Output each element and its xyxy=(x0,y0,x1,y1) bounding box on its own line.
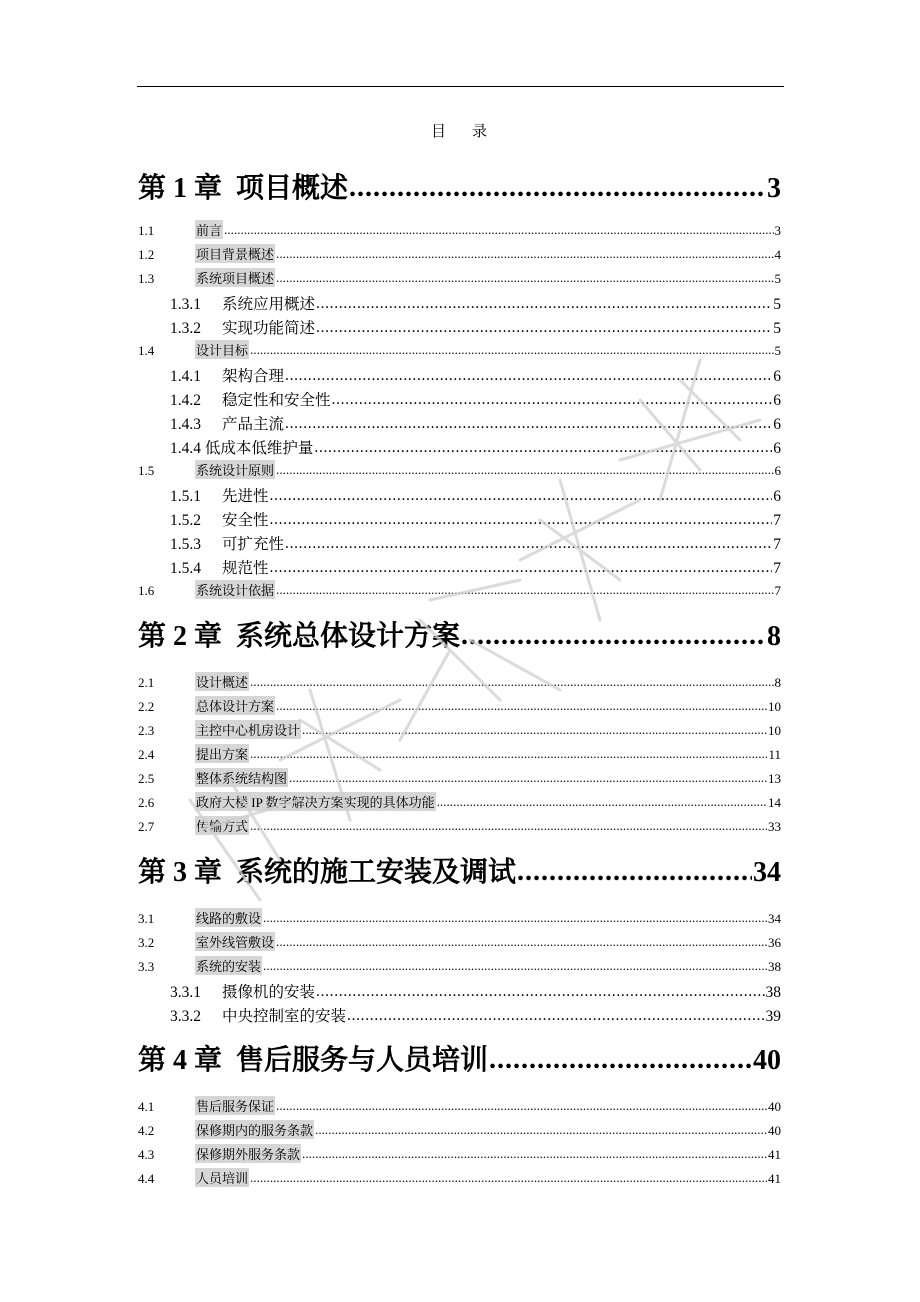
toc-entry-title: 系统应用概述 xyxy=(222,296,316,313)
toc-entry-page: 7 xyxy=(773,560,781,577)
toc-entry-number: 2.6 xyxy=(138,795,155,810)
toc-entry-page: 6 xyxy=(773,440,781,457)
toc-entry-number: 2.3 xyxy=(138,723,155,738)
toc-entry-page: 7 xyxy=(774,583,781,598)
toc-entry-page: 3 xyxy=(774,223,781,238)
toc-leader-dots xyxy=(250,1170,767,1186)
toc-title-char-2: 录 xyxy=(472,122,490,140)
toc-leader-dots xyxy=(461,620,766,652)
toc-title xyxy=(0,120,920,141)
toc-leader-dots xyxy=(316,295,772,313)
toc-section-entry[interactable] xyxy=(138,1096,781,1115)
toc-entry-title: 整体系统结构图 xyxy=(195,768,288,787)
toc-entry-number: 1.5.4 xyxy=(170,560,201,577)
toc-subsection-entry[interactable] xyxy=(138,292,781,314)
toc-entry-page: 40 xyxy=(768,1123,781,1138)
toc-section-entry[interactable] xyxy=(138,908,781,927)
toc-entry-title: 实现功能简述 xyxy=(222,320,316,337)
toc-leader-dots xyxy=(263,910,767,926)
toc-entry-page: 4 xyxy=(774,247,781,262)
toc-leader-dots xyxy=(316,983,764,1001)
toc-leader-dots xyxy=(437,794,767,810)
toc-entry-page: 6 xyxy=(773,488,781,505)
toc-entry-title: 系统项目概述 xyxy=(195,268,275,287)
toc-entry-number: 1.2 xyxy=(138,247,155,262)
toc-entry-page: 33 xyxy=(768,819,781,834)
toc-entry-page: 8 xyxy=(774,675,781,690)
toc-section-entry[interactable] xyxy=(138,244,781,263)
toc-entry-title: 1.4.4 低成本低维护量 xyxy=(170,440,314,457)
toc-entry-title: 项目概述 xyxy=(236,173,349,204)
toc-entry-number: 2.1 xyxy=(138,675,155,690)
toc-leader-dots xyxy=(270,559,773,577)
toc-entry-title: 摄像机的安装 xyxy=(222,984,316,1001)
toc-entry-title: 安全性 xyxy=(222,512,269,529)
toc-section-entry[interactable] xyxy=(138,816,781,835)
toc-entry-title: 政府大楼 IP 数字解决方案实现的具体功能 xyxy=(195,792,436,811)
toc-entry-page: 13 xyxy=(768,771,781,786)
toc-entry-number: 2.2 xyxy=(138,699,155,714)
toc-entry-number: 第 4 章 xyxy=(138,1045,223,1076)
toc-leader-dots xyxy=(270,511,773,529)
toc-subsection-entry[interactable] xyxy=(138,412,781,434)
toc-section-entry[interactable] xyxy=(138,268,781,287)
toc-section-entry[interactable] xyxy=(138,220,781,239)
toc-subsection-entry[interactable] xyxy=(138,364,781,386)
toc-entry-title: 规范性 xyxy=(222,560,269,577)
toc-chapter-entry[interactable] xyxy=(138,1038,781,1078)
toc-leader-dots xyxy=(315,1122,767,1138)
toc-entry-page: 38 xyxy=(768,959,781,974)
toc-entry-number: 4.4 xyxy=(138,1171,155,1186)
toc-entry-number: 4.1 xyxy=(138,1099,155,1114)
toc-entry-page: 10 xyxy=(768,699,781,714)
toc-entry-page: 7 xyxy=(773,512,781,529)
toc-entry-number: 第 3 章 xyxy=(138,857,223,888)
toc-entry-page: 5 xyxy=(773,296,781,313)
toc-leader-dots xyxy=(276,462,773,478)
toc-title-char-1: 目 xyxy=(430,122,448,140)
toc-leader-dots xyxy=(250,674,773,690)
toc-entry-number: 1.3.2 xyxy=(170,320,201,337)
toc-entry-page: 40 xyxy=(753,1045,781,1076)
toc-entry-number: 1.3 xyxy=(138,271,155,286)
toc-section-entry[interactable] xyxy=(138,744,781,763)
toc-entry-page: 41 xyxy=(768,1147,781,1162)
toc-leader-dots xyxy=(250,342,773,358)
toc-section-entry[interactable] xyxy=(138,1168,781,1187)
toc-leader-dots xyxy=(250,746,767,762)
toc-entry-title: 产品主流 xyxy=(222,416,285,433)
toc-leader-dots xyxy=(285,535,772,553)
toc-leader-dots xyxy=(285,367,772,385)
toc-entry-page: 11 xyxy=(768,747,781,762)
toc-subsection-entry[interactable] xyxy=(138,1004,781,1026)
toc-entry-page: 39 xyxy=(765,1008,781,1025)
toc-leader-dots xyxy=(347,1007,764,1025)
toc-entry-number: 4.2 xyxy=(138,1123,155,1138)
toc-entry-title: 系统设计依据 xyxy=(195,580,275,599)
toc-leader-dots xyxy=(285,415,772,433)
toc-chapter-entry[interactable] xyxy=(138,166,781,206)
toc-entry-title: 设计目标 xyxy=(195,340,249,359)
toc-section-entry[interactable] xyxy=(138,792,781,811)
toc-entry-page: 6 xyxy=(774,463,781,478)
header-rule xyxy=(137,86,784,87)
toc-entry-number: 3.3.1 xyxy=(170,984,201,1001)
toc-subsection-entry[interactable] xyxy=(138,556,781,578)
toc-entry-page: 5 xyxy=(773,320,781,337)
toc-entry-number: 1.5.1 xyxy=(170,488,201,505)
toc-entry-number: 第 2 章 xyxy=(138,621,223,652)
toc-entry-page: 38 xyxy=(765,984,781,1001)
toc-leader-dots xyxy=(276,934,767,950)
toc-entry-title: 系统的安装 xyxy=(195,956,262,975)
toc-leader-dots xyxy=(314,439,772,457)
toc-entry-page: 8 xyxy=(767,621,781,652)
toc-leader-dots xyxy=(289,770,767,786)
toc-entry-title: 主控中心机房设计 xyxy=(195,720,301,739)
toc-section-entry[interactable] xyxy=(138,1144,781,1163)
toc-entry-title: 提出方案 xyxy=(195,744,249,763)
toc-entry-page: 6 xyxy=(773,392,781,409)
toc-entry-number: 2.5 xyxy=(138,771,155,786)
toc-subsection-entry[interactable] xyxy=(138,532,781,554)
toc-leader-dots xyxy=(224,222,773,238)
toc-entry-page: 41 xyxy=(768,1171,781,1186)
toc-entry-page: 3 xyxy=(767,173,781,204)
toc-leader-dots xyxy=(270,487,773,505)
toc-section-entry[interactable] xyxy=(138,460,781,479)
toc-entry-page: 7 xyxy=(773,536,781,553)
toc-entry-page: 34 xyxy=(753,857,781,888)
toc-subsection-entry[interactable] xyxy=(138,436,781,458)
toc-entry-title: 线路的敷设 xyxy=(195,908,262,927)
toc-section-entry[interactable] xyxy=(138,932,781,951)
toc-entry-number: 1.5.3 xyxy=(170,536,201,553)
toc-section-entry[interactable] xyxy=(138,956,781,975)
toc-entry-title: 人员培训 xyxy=(195,1168,249,1187)
toc-entry-page: 34 xyxy=(768,911,781,926)
toc-entry-page: 36 xyxy=(768,935,781,950)
toc-section-entry[interactable] xyxy=(138,1120,781,1139)
toc-entry-page: 40 xyxy=(768,1099,781,1114)
toc-subsection-entry[interactable] xyxy=(138,484,781,506)
toc-section-entry[interactable] xyxy=(138,720,781,739)
toc-subsection-entry[interactable] xyxy=(138,980,781,1002)
toc-entry-number: 1.4.3 xyxy=(170,416,201,433)
toc-section-entry[interactable] xyxy=(138,696,781,715)
toc-leader-dots xyxy=(517,856,752,888)
toc-entry-page: 5 xyxy=(774,343,781,358)
toc-leader-dots xyxy=(332,391,773,409)
toc-leader-dots xyxy=(276,1098,767,1114)
toc-entry-title: 项目背景概述 xyxy=(195,244,275,263)
toc-entry-title: 系统的施工安装及调试 xyxy=(236,857,517,888)
toc-leader-dots xyxy=(302,1146,767,1162)
toc-entry-number: 4.3 xyxy=(138,1147,155,1162)
toc-entry-title: 传输方式 xyxy=(195,816,249,835)
toc-chapter-entry[interactable] xyxy=(138,850,781,890)
toc-entry-number: 1.3.1 xyxy=(170,296,201,313)
toc-entry-page: 6 xyxy=(773,416,781,433)
toc-leader-dots xyxy=(316,319,772,337)
toc-entry-number: 1.4.2 xyxy=(170,392,201,409)
toc-entry-page: 10 xyxy=(768,723,781,738)
toc-entry-page: 5 xyxy=(774,271,781,286)
toc-entry-number: 2.7 xyxy=(138,819,155,834)
toc-chapter-entry[interactable] xyxy=(138,614,781,654)
toc-entry-title: 可扩充性 xyxy=(222,536,285,553)
toc-entry-number: 1.1 xyxy=(138,223,155,238)
toc-entry-number: 2.4 xyxy=(138,747,155,762)
toc-entry-title: 先进性 xyxy=(222,488,269,505)
toc-entry-page: 14 xyxy=(768,795,781,810)
toc-entry-number: 3.3.2 xyxy=(170,1008,201,1025)
toc-leader-dots xyxy=(250,818,767,834)
toc-section-entry[interactable] xyxy=(138,768,781,787)
toc-entry-number: 1.6 xyxy=(138,583,155,598)
toc-entry-title: 室外线管敷设 xyxy=(195,932,275,951)
toc-leader-dots xyxy=(489,1044,752,1076)
toc-section-entry[interactable] xyxy=(138,340,781,359)
toc-entry-title: 中央控制室的安装 xyxy=(222,1008,347,1025)
toc-leader-dots xyxy=(276,246,773,262)
toc-section-entry[interactable] xyxy=(138,672,781,691)
toc-entry-title: 架构合理 xyxy=(222,368,285,385)
toc-entry-number: 3.1 xyxy=(138,911,155,926)
toc-subsection-entry[interactable] xyxy=(138,316,781,338)
toc-entry-number: 1.5 xyxy=(138,463,155,478)
toc-leader-dots xyxy=(302,722,767,738)
toc-entry-title: 设计概述 xyxy=(195,672,249,691)
toc-leader-dots xyxy=(263,958,767,974)
toc-leader-dots xyxy=(276,582,773,598)
toc-entry-title: 系统设计原则 xyxy=(195,460,275,479)
toc-entry-number: 1.5.2 xyxy=(170,512,201,529)
toc-entry-title: 总体设计方案 xyxy=(195,696,275,715)
toc-entry-title: 售后服务与人员培训 xyxy=(236,1045,489,1076)
toc-subsection-entry[interactable] xyxy=(138,508,781,530)
toc-entry-number: 3.3 xyxy=(138,959,155,974)
toc-entry-title: 保修期外服务条款 xyxy=(195,1144,301,1163)
toc-entry-title: 稳定性和安全性 xyxy=(222,392,331,409)
toc-entry-number: 3.2 xyxy=(138,935,155,950)
toc-entry-page: 6 xyxy=(773,368,781,385)
toc-entry-title: 前言 xyxy=(195,220,223,239)
toc-section-entry[interactable] xyxy=(138,580,781,599)
toc-entry-number: 1.4 xyxy=(138,343,155,358)
toc-entry-title: 售后服务保证 xyxy=(195,1096,275,1115)
toc-entry-title: 系统总体设计方案 xyxy=(236,621,461,652)
toc-entry-title: 保修期内的服务条款 xyxy=(195,1120,314,1139)
toc-entry-number: 1.4.1 xyxy=(170,368,201,385)
toc-entry-number: 第 1 章 xyxy=(138,173,223,204)
toc-subsection-entry[interactable] xyxy=(138,388,781,410)
toc-leader-dots xyxy=(349,172,766,204)
toc-leader-dots xyxy=(276,698,767,714)
toc-leader-dots xyxy=(276,270,773,286)
